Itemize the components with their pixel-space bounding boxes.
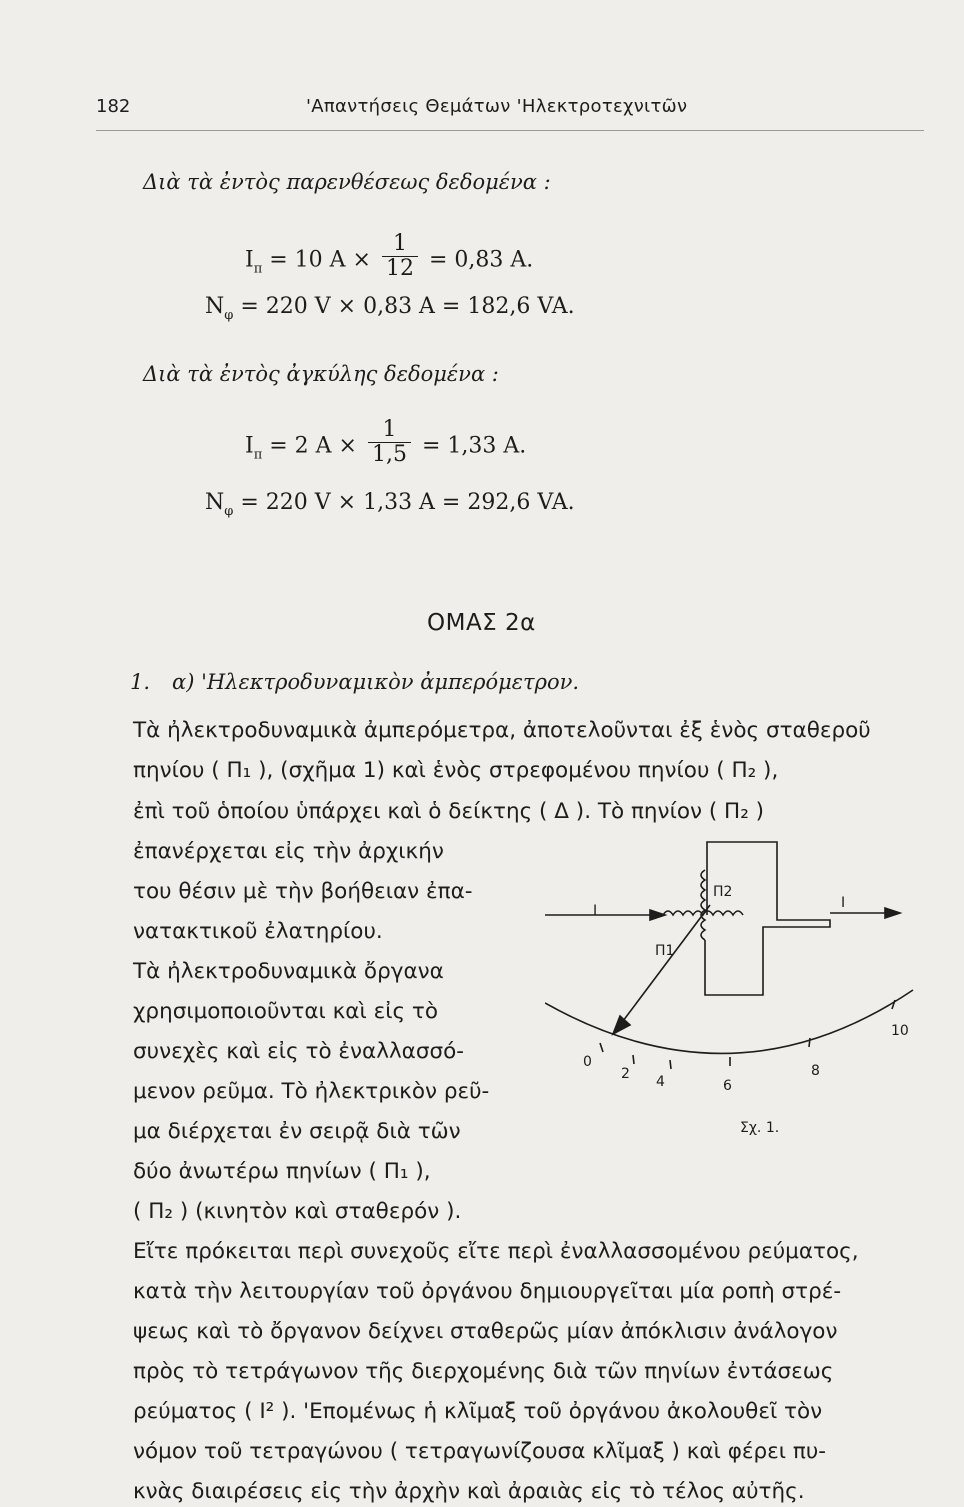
body-line: κνὰς διαιρέσεις εἰς τὴν ἀρχὴν καὶ ἀραιὰς εἰς τὸ τέλος αὐτῆς. [133, 1479, 805, 1504]
group-title: ΟΜΑΣ 2α [427, 610, 536, 636]
label-current-right: I [841, 895, 846, 911]
scale-tick [809, 1038, 810, 1047]
arrow-current-right [885, 908, 900, 918]
body-line: δύο ἀνωτέρω πηνίων ( Π₁ ), [133, 1159, 431, 1184]
page-number: 182 [96, 96, 131, 117]
body-line: πρὸς τὸ τετράγωνον τῆς διερχομένης διὰ τῶν πηνίων ἐντάσεως [133, 1359, 834, 1384]
label-fixed-coil: Π1 [655, 943, 675, 959]
body-line: χρησιμοποιοῦνται καὶ εἰς τὸ [133, 999, 439, 1024]
body-line: μενον ρεῦμα. Τὸ ἠλεκτρικὸν ρεῦ- [133, 1079, 490, 1104]
body-line: ἐπὶ τοῦ ὁποίου ὑπάρχει καὶ ὁ δείκτης ( Δ ). Τὸ πηνίον ( Π₂ ) [133, 799, 765, 824]
body-line: πηνίου ( Π₁ ), (σχῆμα 1) καὶ ἑνὸς στρεφομένου πηνίου ( Π₂ ), [133, 758, 779, 783]
formula-multiplier: = 2 A × [269, 433, 357, 459]
pointer-tip [613, 1016, 630, 1034]
body-line: ψεως καὶ τὸ ὄργανον δείχνει σταθερῶς μίαν ἀπόκλισιν ἀνάλογον [133, 1319, 838, 1344]
fraction-numerator: 1 [392, 231, 407, 256]
body-line: ( Π₂ ) (κινητὸν καὶ σταθερόν ). [133, 1199, 462, 1224]
figure-caption: Σχ. 1. [740, 1120, 780, 1136]
symbol-n: N [205, 490, 225, 515]
moving-coil-loop [705, 842, 830, 995]
formula-result: = 0,83 A. [428, 247, 534, 273]
formula-current-parentheses [245, 231, 534, 285]
label-current-left: I [593, 903, 598, 919]
scale-label: 10 [891, 1023, 909, 1039]
formula-result: = 220 V × 1,33 A = 292,6 VA. [240, 490, 575, 515]
header-rule [96, 130, 924, 131]
fraction-denominator: 12 [382, 256, 418, 281]
body-line: νόμον τοῦ τετραγώνου ( τετραγωνίζουσα κλῖμαξ ) καὶ φέρει πυ- [133, 1439, 827, 1464]
formula-result: = 220 V × 0,83 A = 182,6 VA. [240, 294, 575, 319]
fraction-numerator: 1 [382, 417, 397, 442]
running-title: 'Απαντήσεις Θεμάτων 'Ηλεκτροτεχνιτῶν [306, 96, 688, 117]
running-head [96, 96, 924, 126]
symbol-i: I [245, 433, 254, 459]
symbol-n: N [205, 294, 225, 319]
fraction [382, 232, 418, 281]
body-line: ἐπανέρχεται εἰς τὴν ἀρχικήν [133, 839, 444, 864]
arrow-current-left [650, 910, 665, 920]
subscript-phi: φ [224, 504, 234, 519]
body-line: Τὰ ἠλεκτροδυναμικὰ ἀμπερόμετρα, ἀποτελοῦνται ἐξ ἑνὸς σταθεροῦ [133, 718, 871, 743]
scale-label: 8 [811, 1063, 820, 1079]
scale-tick [600, 1043, 603, 1052]
label-moving-coil: Π2 [713, 884, 733, 900]
formula-result: = 1,33 A. [421, 433, 527, 459]
formula-multiplier: = 10 A × [269, 247, 371, 273]
body-line: ρεύματος ( I² ). 'Επομένως ἡ κλῖμαξ τοῦ ὀργάνου ἀκολουθεῖ τὸν [133, 1399, 823, 1424]
body-line: νατακτικοῦ ἐλατηρίου. [133, 919, 383, 944]
section-heading [130, 670, 579, 694]
ammeter-diagram-svg [545, 840, 930, 1140]
scale-tick [670, 1060, 671, 1069]
body-line: του θέσιν μὲ τὴν βοήθειαν ἐπα- [133, 879, 473, 904]
moving-coil-loops [701, 870, 705, 940]
formula-power-brackets [205, 490, 575, 519]
scale-label: 6 [723, 1078, 732, 1094]
body-line: κατὰ τὴν λειτουργίαν τοῦ ὀργάνου δημιουργεῖται μία ροπὴ στρέ- [133, 1279, 842, 1304]
fraction [368, 418, 411, 467]
fraction-denominator: 1,5 [368, 442, 411, 467]
body-line: συνεχὲς καὶ εἰς τὸ ἐναλλασσό- [133, 1039, 465, 1064]
body-line: Τὰ ἠλεκτροδυναμικὰ ὄργανα [133, 959, 444, 984]
body-line: Εἴτε πρόκειται περὶ συνεχοῦς εἴτε περὶ ἐναλλασσομένου ρεύματος, [133, 1239, 859, 1264]
pointer-needle [620, 905, 710, 1025]
section-title: α) 'Ηλεκτροδυναμικὸν ἀμπερόμετρον. [172, 670, 580, 694]
section-number: 1. [130, 670, 151, 694]
scale-label: 4 [656, 1074, 665, 1090]
symbol-i: I [245, 247, 254, 273]
subscript-pi: π [253, 447, 263, 463]
scale-label: 0 [583, 1054, 592, 1070]
subhead-brackets: Διὰ τὰ ἐντὸς ἀγκύλης δεδομένα : [143, 362, 499, 386]
scale-label: 2 [621, 1066, 630, 1082]
scale-tick [633, 1055, 634, 1064]
subscript-pi: π [253, 261, 263, 277]
formula-power-parentheses [205, 294, 575, 323]
body-line: μα διέρχεται ἐν σειρᾷ διὰ τῶν [133, 1119, 461, 1144]
subscript-phi: φ [224, 308, 234, 323]
scale-tick [892, 1000, 895, 1009]
formula-current-brackets [245, 417, 527, 471]
subhead-parentheses: Διὰ τὰ ἐντὸς παρενθέσεως δεδομένα : [143, 170, 551, 194]
figure-ammeter-diagram [545, 840, 930, 1140]
